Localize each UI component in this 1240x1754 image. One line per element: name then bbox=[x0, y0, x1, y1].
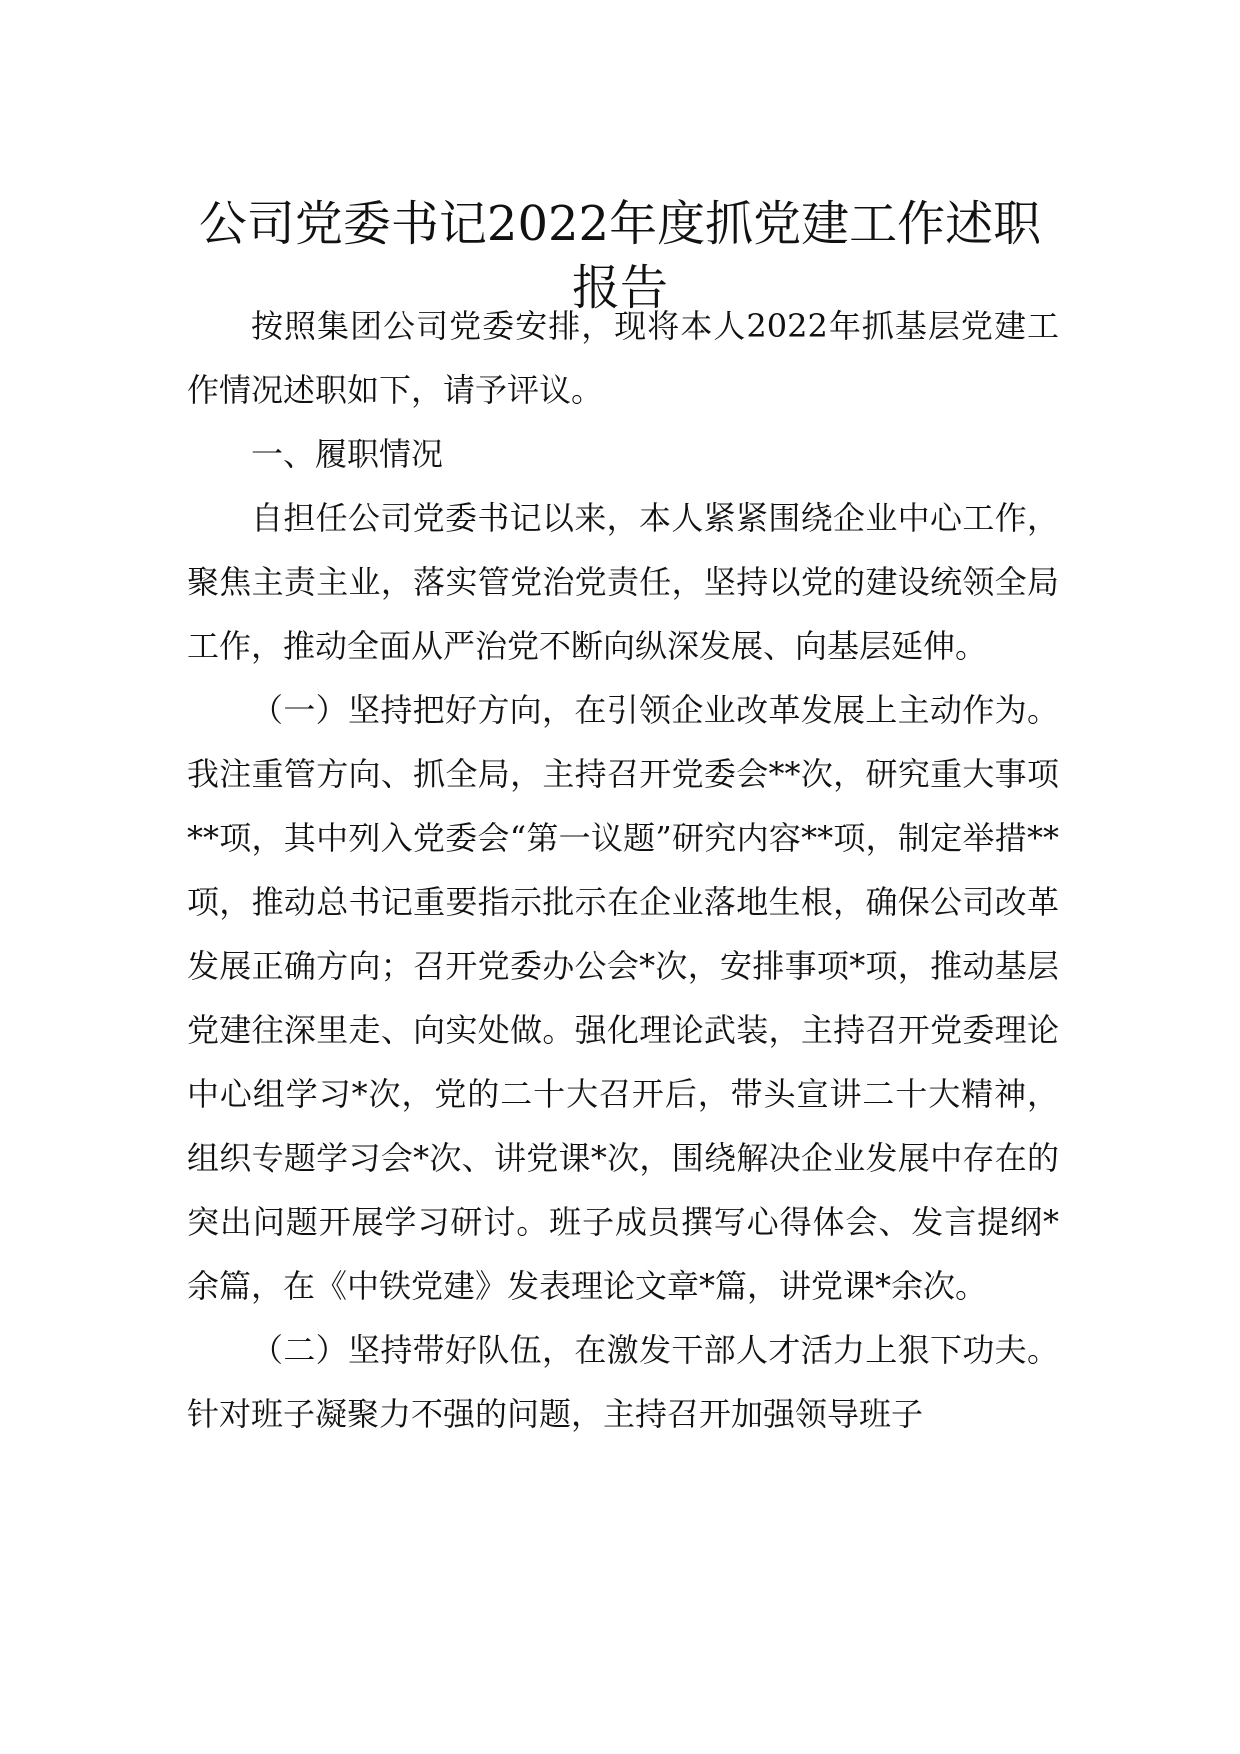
intro-paragraph: 按照集团公司党委安排，现将本人2022年抓基层党建工作情况述职如下，请予评议。 bbox=[187, 307, 1059, 409]
document-body bbox=[187, 294, 1059, 1446]
section-heading: 一、履职情况 bbox=[251, 435, 444, 473]
body-paragraph: （二）坚持带好队伍，在激发干部人才活力上狠下功夫。针对班子凝聚力不强的问题，主持召开加强领导班子 bbox=[187, 1331, 1059, 1433]
document-title: 公司党委书记2022年度抓党建工作述职报告 bbox=[198, 196, 1042, 317]
body-paragraph: （一）坚持把好方向，在引领企业改革发展上主动作为。我注重管方向、抓全局，主持召开党委会**次，研究重大事项**项，其中列入党委会“第一议题”研究内容**项，制定举措**项，推动总书记重要指示批示在企业落地生根，确保公司改革发展正确方向；召开党委办公会*次，安排事项*项，推动基层党建往深里走、向实处做。强化理论武装，主持召开党委理论中心组学习*次，党的二十大召开后，带头宣讲二十大精神，组织专题学习会*次、讲党课*次，围绕解决企业发展中存在的突出问题开展学习研讨。班子成员撰写心得体会、发言提纲*余篇，在《中铁党建》发表理论文章*篇，讲党课*余次。 bbox=[187, 691, 1059, 1305]
body-paragraph: 自担任公司党委书记以来，本人紧紧围绕企业中心工作，聚焦主责主业，落实管党治党责任，坚持以党的建设统领全局工作，推动全面从严治党不断向纵深发展、向基层延伸。 bbox=[187, 499, 1059, 665]
